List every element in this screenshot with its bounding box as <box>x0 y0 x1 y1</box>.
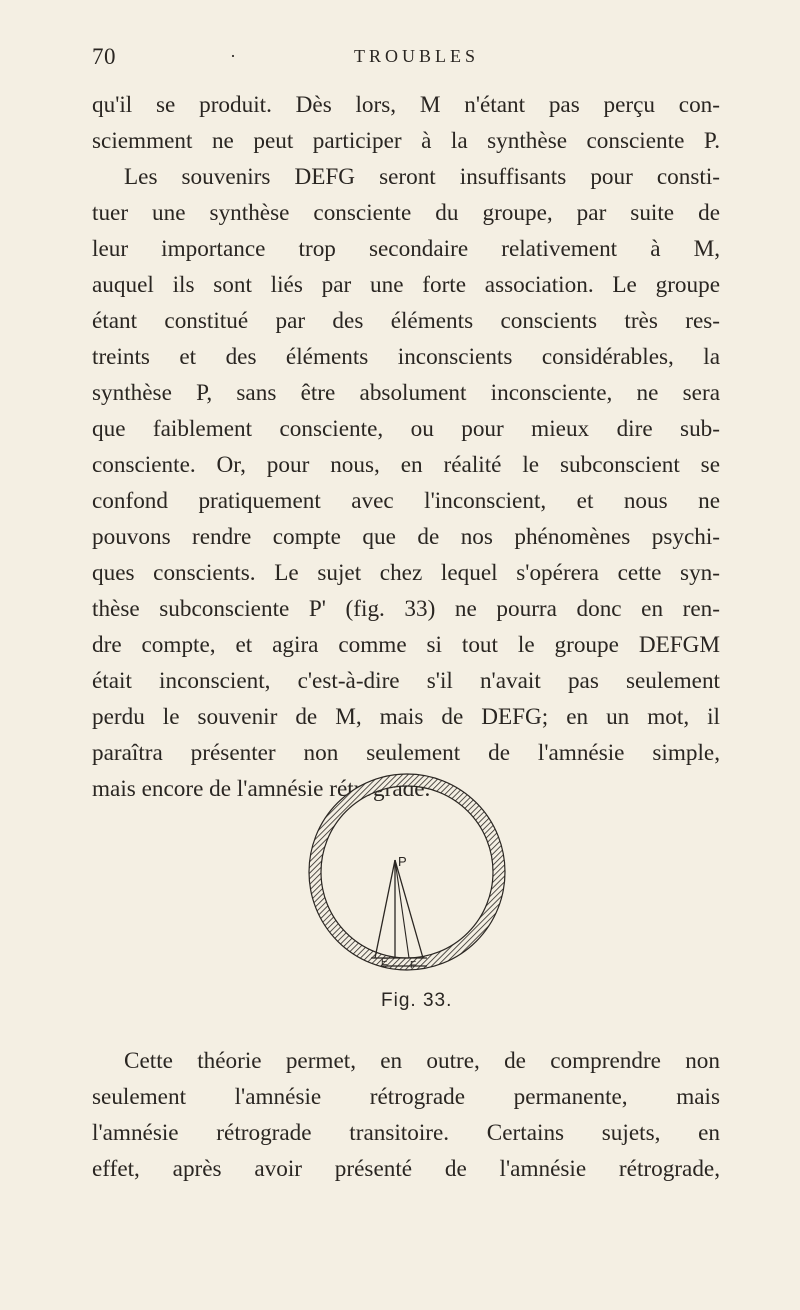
text-line: perdu le souvenir de M, mais de DEFG; en un mot, il <box>92 704 720 730</box>
text-line: mais encore de l'amnésie rétrograde. <box>92 776 431 802</box>
paragraph-1 <box>92 87 720 807</box>
text-line: confond pratiquement avec l'inconscient, et nous ne <box>92 488 720 514</box>
text-line: ques conscients. Le sujet chez lequel s'opérera cette syn- <box>92 560 720 586</box>
text-line: effet, après avoir présenté de l'amnésie rétrograde, <box>92 1156 720 1182</box>
text-line: que faiblement consciente, ou pour mieux dire sub- <box>92 416 720 442</box>
text-line: était inconscient, c'est-à-dire s'il n'avait pas seulement <box>92 668 720 694</box>
figure-caption: Fig. 33. <box>381 990 453 1011</box>
text-line: synthèse P, sans être absolument inconsciente, ne sera <box>92 380 720 406</box>
page-number: 70 <box>92 44 116 69</box>
paragraph-2 <box>92 1043 720 1187</box>
text-line: dre compte, et agira comme si tout le groupe DEFGM <box>92 632 720 658</box>
header-separator: · <box>230 46 236 66</box>
running-title: TROUBLES <box>354 46 480 66</box>
text-line: Cette théorie permet, en outre, de comprendre non <box>124 1048 720 1074</box>
text-line: consciente. Or, pour nous, en réalité le subconscient se <box>92 452 720 478</box>
text-line: pouvons rendre compte que de nos phénomènes psychi- <box>92 524 720 550</box>
text-line: qu'il se produit. Dès lors, M n'étant pas perçu con- <box>92 92 720 118</box>
point-label-p: P <box>398 854 407 869</box>
page-header <box>92 44 712 78</box>
text-line: treints et des éléments inconscients considérables, la <box>92 344 720 370</box>
triangle-inner-line <box>395 860 409 958</box>
text-line: auquel ils sont liés par une forte association. Le groupe <box>92 272 720 298</box>
base-label-f: F <box>410 960 417 971</box>
base-label-e: E <box>381 957 388 968</box>
text-line: tuer une synthèse consciente du groupe, par suite de <box>92 200 720 226</box>
triangle-left-edge <box>375 860 395 958</box>
circle-diagram <box>297 772 517 977</box>
text-line: étant constitué par des éléments conscients très res- <box>92 308 720 334</box>
triangle-right-edge <box>395 860 423 958</box>
inner-circle-outline <box>321 786 493 958</box>
figure-33-diagram <box>297 772 517 977</box>
text-line: sciemment ne peut participer à la synthèse consciente P. <box>92 128 720 154</box>
text-line: leur importance trop secondaire relativement à M, <box>92 236 720 262</box>
text-line: paraîtra présenter non seulement de l'amnésie simple, <box>92 740 720 766</box>
text-line: l'amnésie rétrograde transitoire. Certains sujets, en <box>92 1120 720 1146</box>
text-line: seulement l'amnésie rétrograde permanente, mais <box>92 1084 720 1110</box>
hatched-ring <box>315 780 499 964</box>
text-line: thèse subconsciente P' (fig. 33) ne pourra donc en ren- <box>92 596 720 622</box>
text-line: Les souvenirs DEFG seront insuffisants pour consti- <box>124 164 720 190</box>
